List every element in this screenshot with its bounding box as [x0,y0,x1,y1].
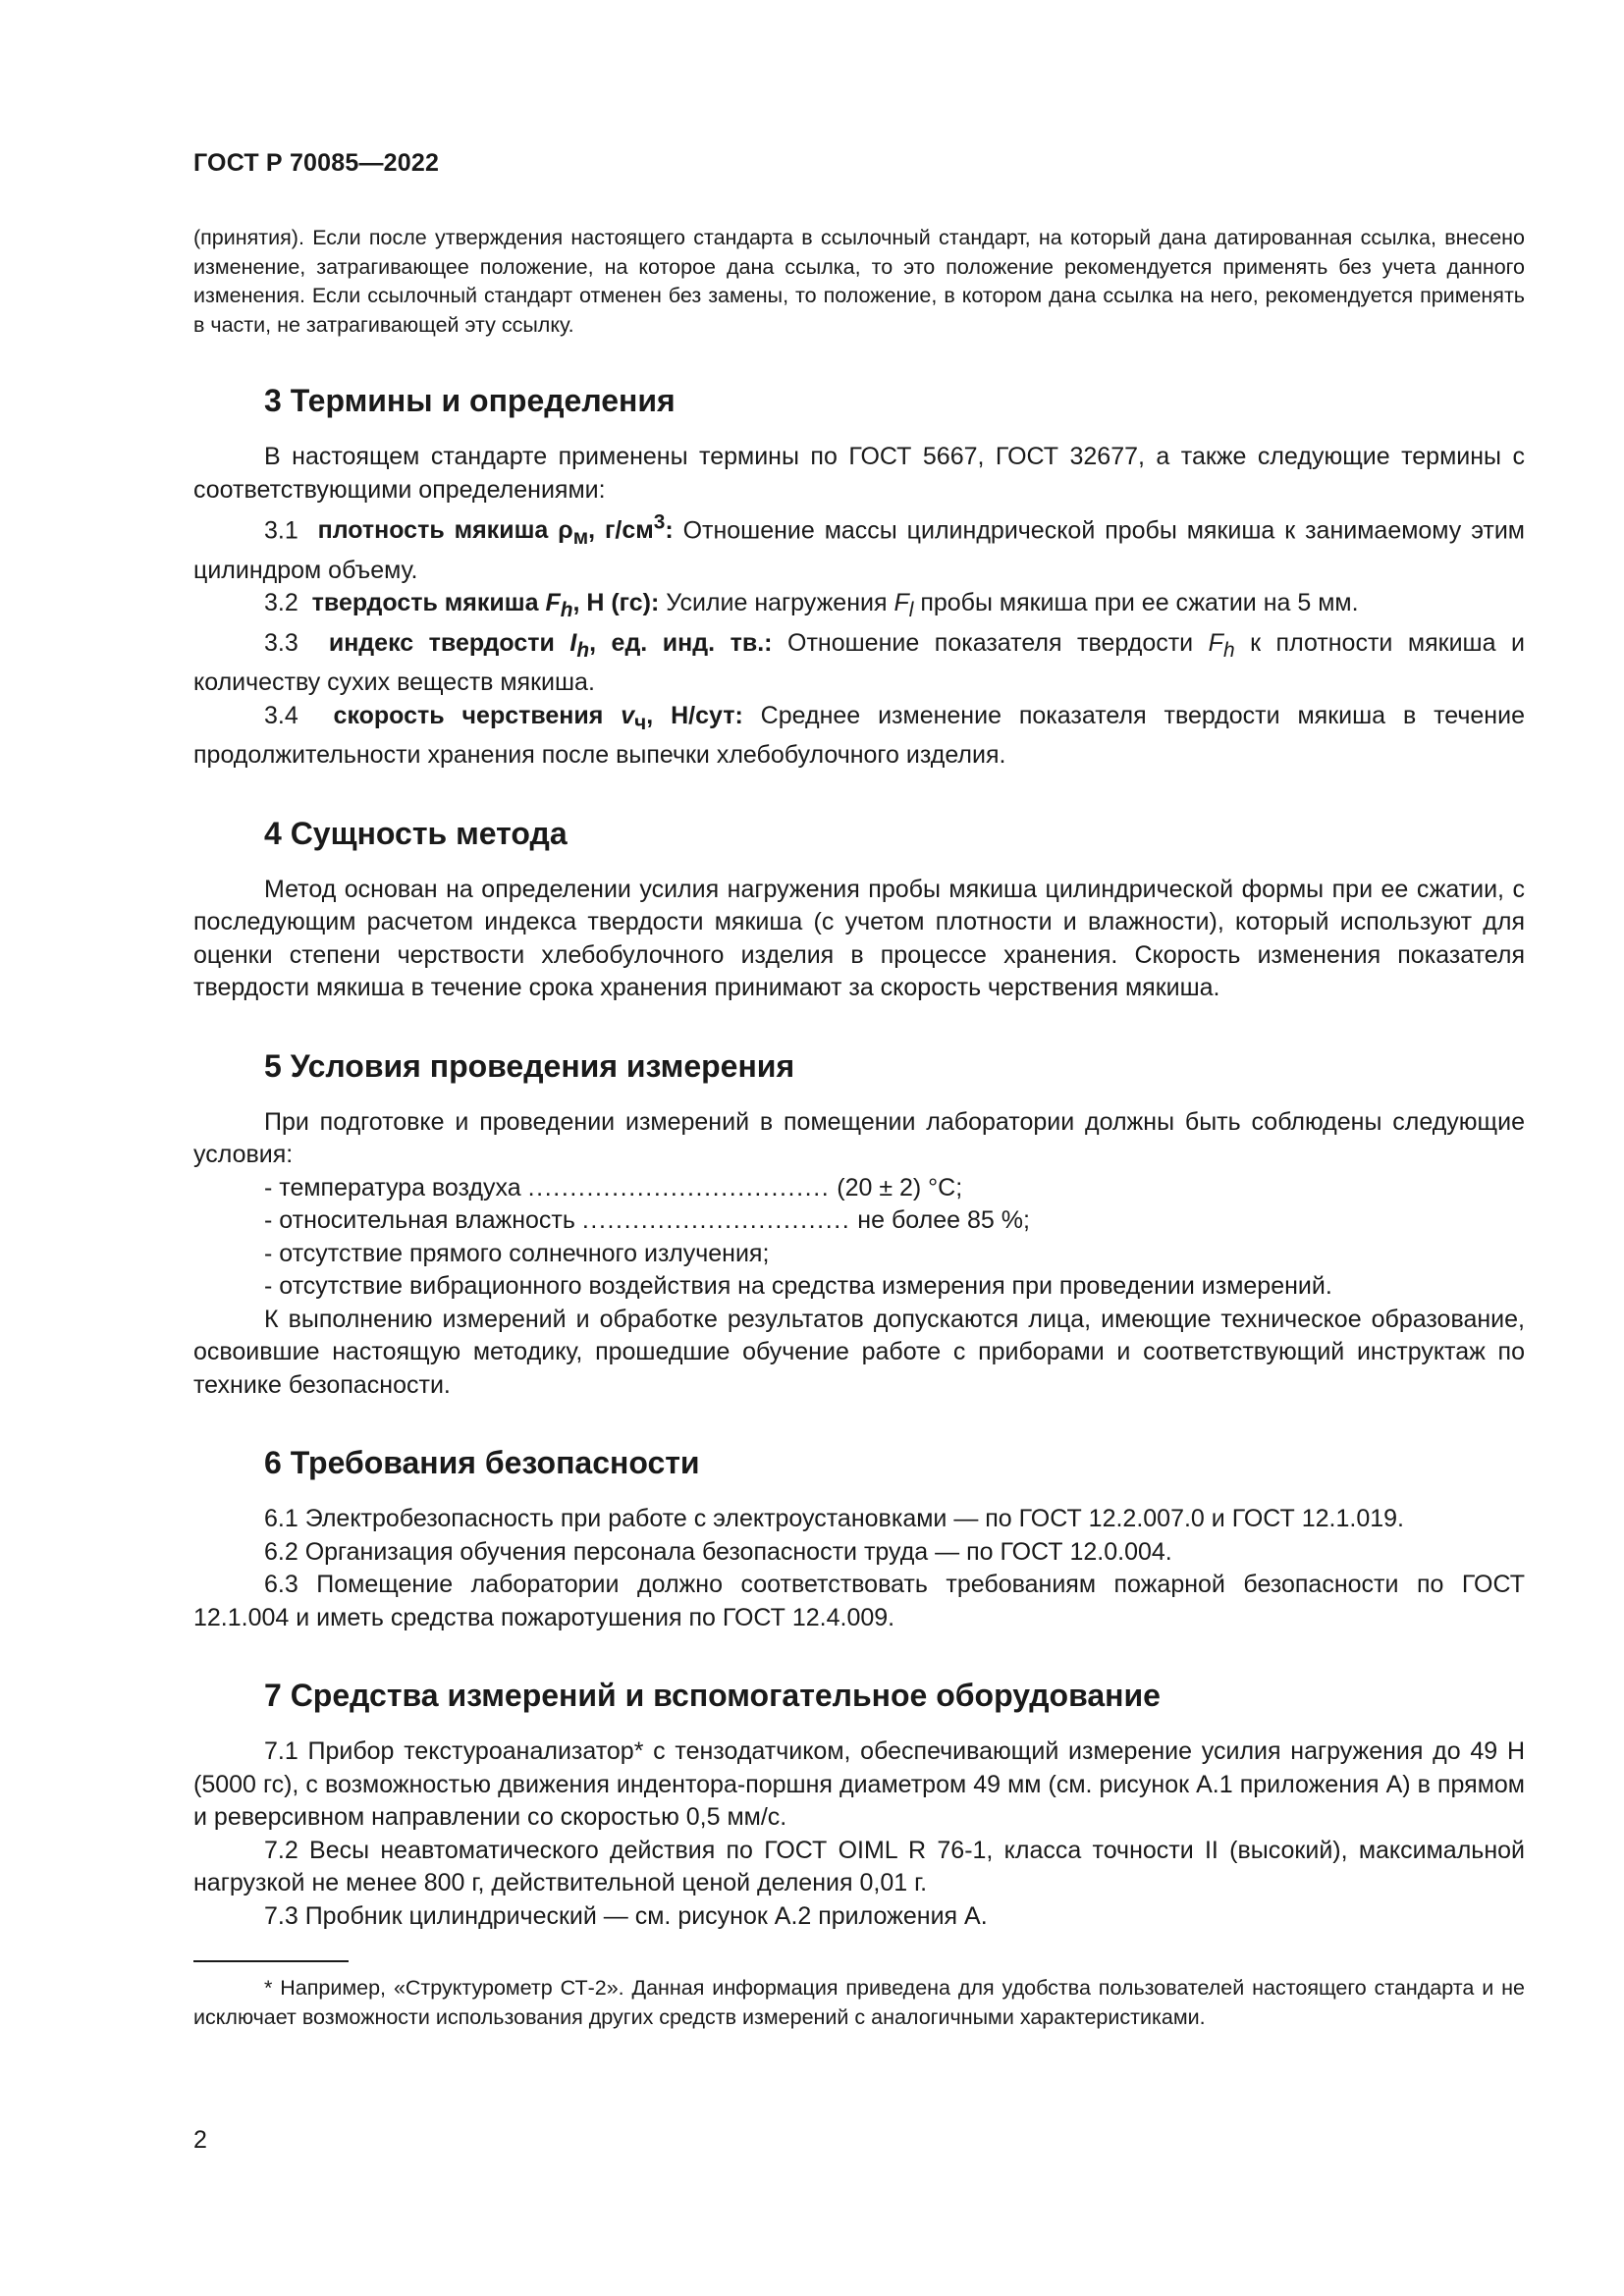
term-3-3: 3.3 индекс твердости $I_h$, ед. инд. тв.: Отношение показателя твердости $F_h$ к плотности мякиша и количеству сухих веществ мякиша. [193,628,1525,697]
section-4-text: Метод основан на определении усилия нагружения пробы мякиша цилиндрической формы при ее сжатии, с последующим расчетом индекса твердости мякиша (с учетом плотности и влажности), который используют для оценки степени черствости хлебобулочного изделия в процессе хранения. Скорость изменения показателя твердости мякиша в течение срока хранения принимают за скорость черствения мякиша. [193,875,1525,1002]
standard-header: ГОСТ Р 70085—2022 [193,149,440,177]
clause-7-1: 7.1 Прибор текстуроанализатор* с тензодатчиком, обеспечивающий измерение усилия нагружения до 49 Н (5000 гс), с возможностью движения индентора-поршня диаметром 49 мм (см. рисунок А.1 приложения А) в прямом и реверсивном направлении со скоростью 0,5 мм/с. [193,1737,1525,1832]
condition-sunlight: - отсутствие прямого солнечного излучения; [264,1239,770,1267]
section-5-title: 5 Условия проведения измерения [264,1047,795,1084]
section-7-title: 7 Средства измерений и вспомогательное оборудование [264,1678,1161,1714]
condition-humidity: - относительная влажность ................................ не более 85 %; [264,1206,1030,1235]
clause-6-2: 6.2 Организация обучения персонала безопасности труда — по ГОСТ 12.0.004. [264,1537,1172,1566]
page-number: 2 [193,2126,207,2154]
condition-temperature: - температура воздуха .................................... (20 ± 2) °С; [264,1173,963,1201]
section-3-title: 3 Термины и определения [264,383,676,418]
section-3-intro: В настоящем стандарте применены термины по ГОСТ 5667, ГОСТ 32677, а также следующие термины с соответствующими определениями: [193,443,1525,504]
footnote: * Например, «Структурометр СТ-2». Данная информация приведена для удобства пользователей настоящего стандарта и не исключает возможности использования других средств измерений с аналогичными характеристиками. [193,1976,1525,2029]
clause-7-3: 7.3 Пробник цилиндрический — см. рисунок А.2 приложения А. [264,1901,988,1930]
page-content [193,224,1525,2032]
term-3-4: 3.4 скорость черствения $v_ч$, Н/сут: Среднее изменение показателя твердости мякиша в течение продолжительности хранения после выпечки хлебобулочного изделия. [193,701,1525,770]
intro-paragraph: (принятия). Если после утверждения настоящего стандарта в ссылочный стандарт, на который дана датированная ссылка, внесено изменение, затрагивающее положение, на которое дана ссылка, то это положение рекомендуется применять без учета данного изменения. Если ссылочный стандарт отменен без замены, то положение, в котором дана ссылка на него, рекомендуется применять в части, не затрагивающей эту ссылку. [193,226,1525,337]
section-4-title: 4 Сущность метода [264,815,568,851]
term-3-1: 3.1 плотность мякиша $\rho_м$, $г/см^3$: Отношение массы цилиндрической пробы мякиша к занимаемому этим цилиндром объему. [193,511,1525,584]
clause-7-2: 7.2 Весы неавтоматического действия по ГОСТ OIML R 76-1, класса точности II (высокий), максимальной нагрузкой не менее 800 г, действительной ценой деления 0,01 г. [193,1836,1525,1897]
section-5-intro: При подготовке и проведении измерений в помещении лаборатории должны быть соблюдены следующие условия: [193,1107,1525,1169]
clause-6-1: 6.1 Электробезопасность при работе с электроустановками — по ГОСТ 12.2.007.0 и ГОСТ 12.1.019. [264,1505,1404,1533]
section-5-personnel: К выполнению измерений и обработке результатов допускаются лица, имеющие техническое образование, освоившие настоящую методику, прошедшие обучение работе с приборами и соответствующий инструктаж по технике безопасности. [193,1305,1525,1399]
condition-vibration: - отсутствие вибрационного воздействия на средства измерения при проведении измерений. [264,1272,1332,1301]
term-3-2: 3.2 твердость мякиша $F_h$, Н (гс): Усилие нагружения $F_l$ пробы мякиша при ее сжатии на 5 мм. [264,589,1359,622]
clause-6-3: 6.3 Помещение лаборатории должно соответствовать требованиям пожарной безопасности по ГОСТ 12.1.004 и иметь средства пожаротушения по ГОСТ 12.4.009. [193,1571,1525,1631]
section-6-title: 6 Требования безопасности [264,1445,700,1481]
footnote-divider [193,1960,349,1962]
